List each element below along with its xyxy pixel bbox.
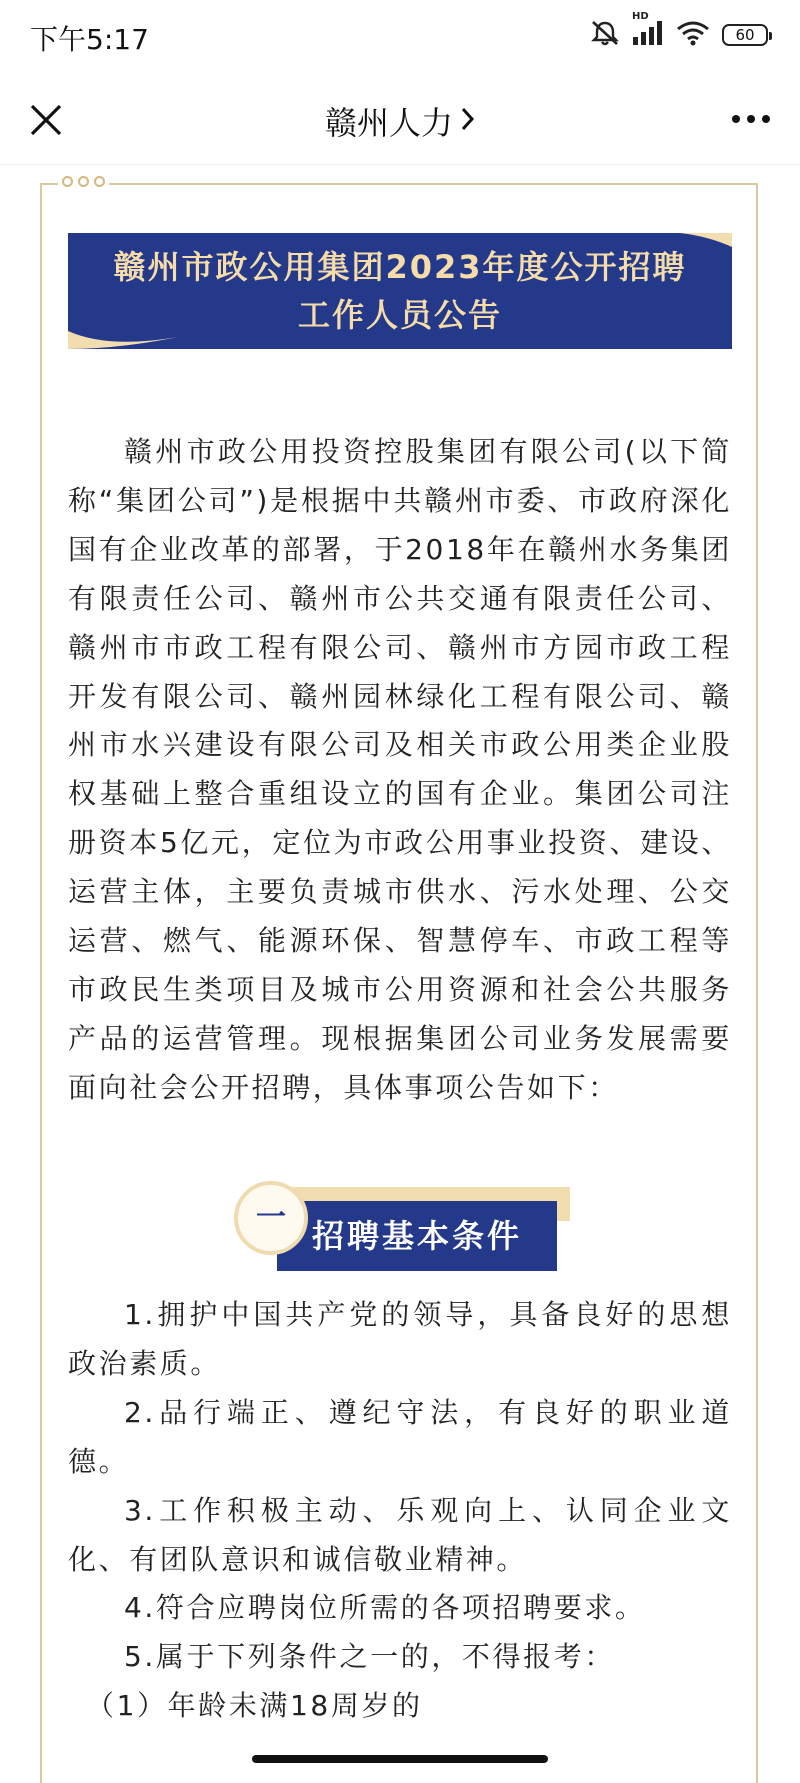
condition-item: 5.属于下列条件之一的，不得报考： — [124, 1640, 615, 1674]
condition-item: 4.符合应聘岗位所需的各项招聘要求。 — [124, 1591, 646, 1625]
conditions-list — [68, 1291, 732, 1731]
condition-item: 2.品行端正、遵纪守法，有良好的职业道德。 — [68, 1395, 732, 1478]
status-bar — [0, 0, 800, 72]
section-heading-text: 招聘基本条件 — [311, 1217, 522, 1255]
condition-item: 1.拥护中国共产党的领导，具备良好的思想政治素质。 — [68, 1298, 732, 1380]
chevron-right-icon — [461, 102, 475, 140]
nav-title-area — [0, 98, 800, 144]
section-heading — [232, 1177, 572, 1273]
frame-dot — [94, 176, 105, 187]
more-icon — [726, 102, 776, 136]
home-indicator[interactable] — [252, 1755, 548, 1763]
article-body — [68, 428, 732, 1113]
frame-dot — [62, 176, 73, 187]
exclusion-item: （1）年龄未满18周岁的 — [86, 1689, 423, 1723]
signal-icon — [632, 11, 664, 50]
bell-muted-icon — [590, 19, 620, 51]
account-name: 赣州人力 — [324, 104, 453, 142]
frame-dot — [78, 176, 89, 187]
network-label: HD — [632, 11, 649, 22]
wifi-icon — [676, 20, 710, 50]
status-time: 下午5:17 — [30, 23, 149, 56]
intro-paragraph: 赣州市政公用投资控股集团有限公司(以下简称“集团公司”)是根据中共赣州市委、市政府深化国有企业改革的部署，于2018年在赣州水务集团有限责任公司、赣州市公共交通有限责任公司、赣州市市政工程有限公司、赣州市方园市政工程开发有限公司、赣州园林绿化工程有限公司、赣州市水兴建设有限公司及相关市政公用类企业股权基础上整合重组设立的国有企业。集团公司注册资本5亿元，定位为市政公用事业投资、建设、运营主体，主要负责城市供水、污水处理、公交运营、燃气、能源环保、智慧停车、市政工程等市政民生类项目及城市公用资源和社会公共服务产品的运营管理。现根据集团公司业务发展需要面向社会公开招聘，具体事项公告如下： — [68, 435, 732, 1104]
frame-ornament — [58, 176, 109, 187]
battery-icon: 60 — [722, 24, 768, 46]
more-button[interactable] — [726, 102, 776, 136]
title-banner — [68, 233, 732, 349]
nav-bar — [0, 72, 800, 165]
article-title: 赣州市政公用集团2023年度公开招聘工作人员公告 — [113, 248, 687, 334]
account-name-link[interactable] — [325, 98, 475, 144]
condition-item: 3.工作积极主动、乐观向上、认同企业文化、有团队意识和诚信敬业精神。 — [68, 1493, 732, 1576]
section-number: 一 — [256, 1200, 286, 1235]
section-number-badge — [234, 1181, 308, 1255]
status-icons — [590, 11, 768, 50]
